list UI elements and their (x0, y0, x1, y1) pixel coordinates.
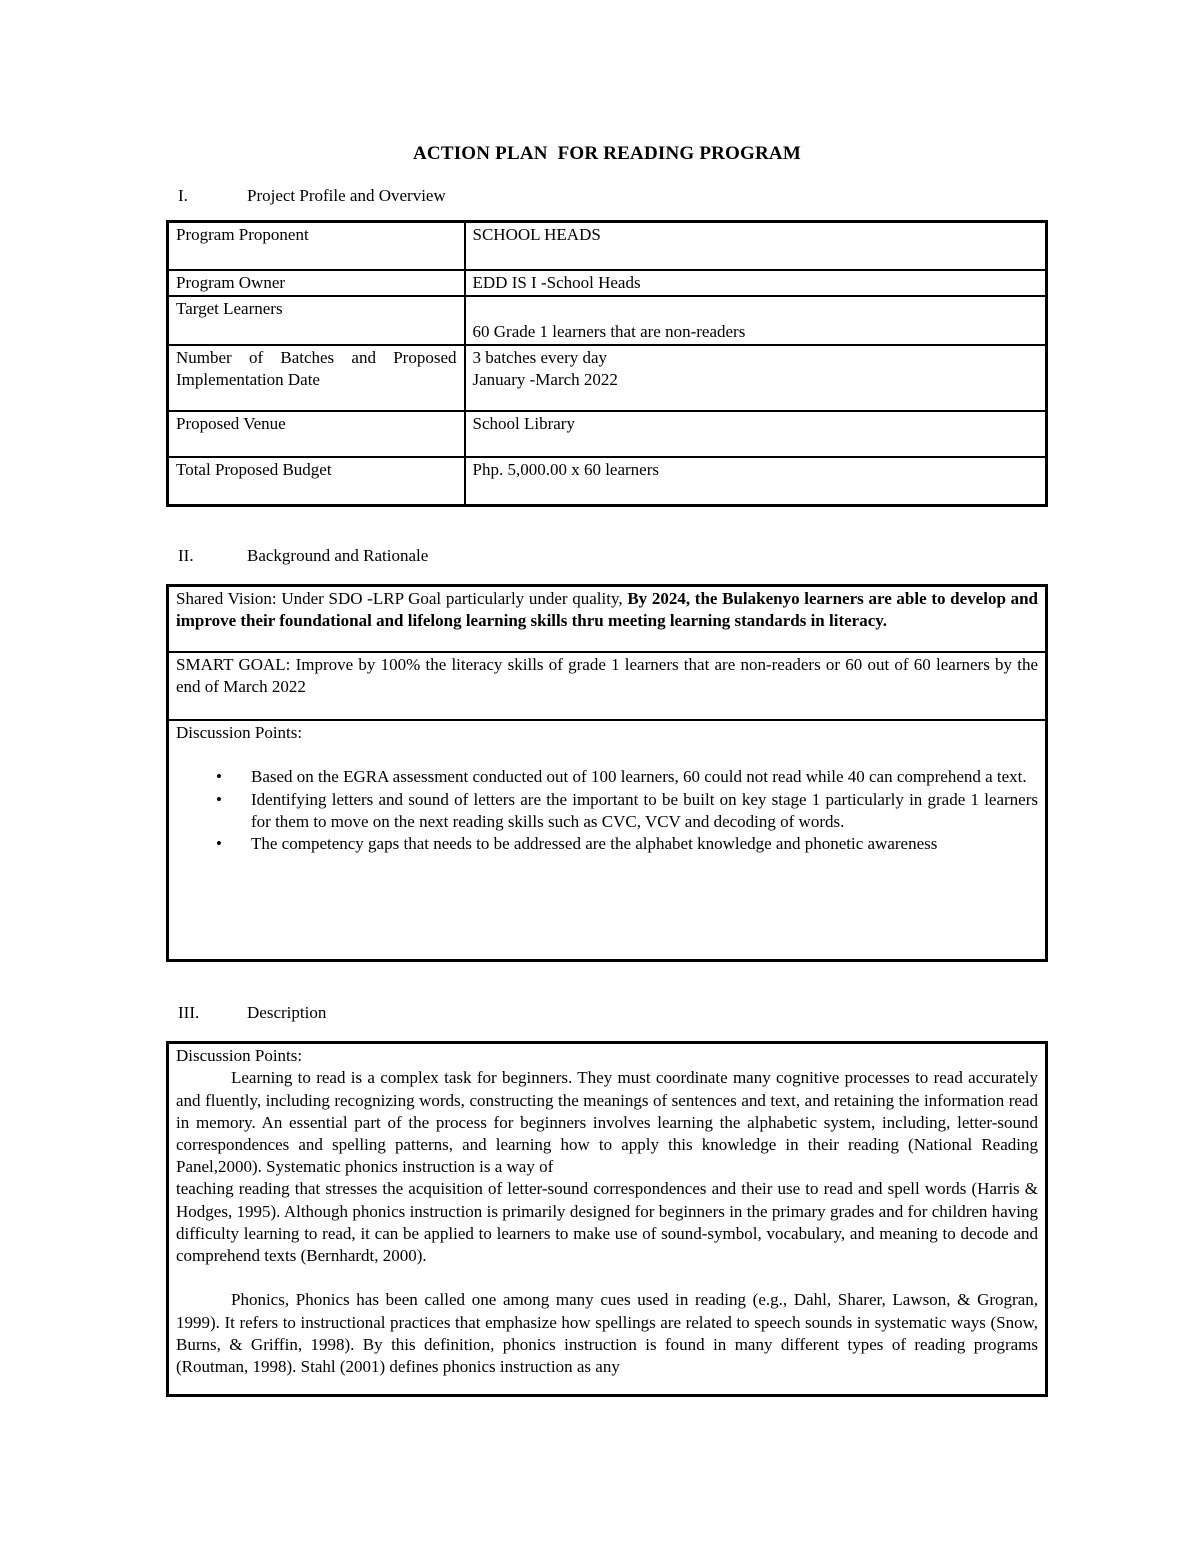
row-value (465, 296, 1047, 344)
shared-vision-bold-text: By 2024, the Bulakenyo learners are able to develop and improve their foundational and lifelong learning skills thru meeting learning standards in literacy. (176, 589, 1039, 631)
table-row-proposed-venue (168, 411, 1047, 457)
row-label: Number of Batches and Proposed Implementation Date (168, 345, 465, 411)
shared-vision-normal-text: Shared Vision: Under SDO -LRP Goal particularly under quality, (176, 589, 628, 608)
bullet-list (176, 766, 1038, 855)
row-label: Target Learners (168, 296, 465, 344)
discussion-points-label: Discussion Points: (176, 723, 303, 742)
description-table (166, 1041, 1048, 1397)
table-row-target-learners (168, 296, 1047, 344)
bullet-item: • Based on the EGRA assessment conducted out of 100 learners, 60 could not read while 40 can comprehend a text. (216, 766, 1038, 788)
table-row-total-budget (168, 457, 1047, 506)
row-label: Total Proposed Budget (168, 457, 465, 506)
section-heading-project-profile (166, 185, 1048, 207)
description-cell (168, 1043, 1047, 1396)
profile-table (166, 220, 1048, 507)
section-heading-description (166, 1002, 1048, 1024)
document-title: ACTION PLAN FOR READING PROGRAM (413, 143, 801, 164)
section-numeral: III. (178, 1003, 200, 1022)
description-paragraph-1a: Learning to read is a complex task for beginners. They must coordinate many cognitive processes to read accurately and fluently, including recognizing words, constructing the meanings of sentences and text, and retaining the information read in memory. An essential part of the process for beginners involves learning the alphabetic system, including, letter-sound correspondences and spelling patterns, and learning how to apply this knowledge in their reading (National Reading Panel,2000). Systematic phonics instruction is a way of (176, 1068, 1038, 1177)
row-value-line2: January -March 2022 (472, 370, 618, 389)
row-label: Program Proponent (168, 222, 465, 271)
row-value: School Library (465, 411, 1047, 457)
row-label: Program Owner (168, 270, 465, 296)
background-discussion-cell (168, 720, 1047, 961)
bullet-item: • Identifying letters and sound of letters are the important to be built on key stage 1 particularly in grade 1 learners for them to move on the next reading skills such as CVC, VCV and decoding of words. (216, 789, 1038, 833)
row-value-line1: 3 batches every day (472, 347, 608, 367)
shared-vision-cell (168, 586, 1047, 653)
discussion-points-label: Discussion Points: (176, 1046, 303, 1066)
section-numeral: I. (178, 186, 188, 205)
row-label: Proposed Venue (168, 411, 465, 457)
table-row-batches-date (168, 345, 1047, 411)
row-value: Php. 5,000.00 x 60 learners (465, 457, 1047, 506)
table-row-program-owner (168, 270, 1047, 296)
row-value (465, 345, 1047, 411)
section-numeral: II. (178, 545, 194, 565)
shared-vision-row (168, 586, 1047, 653)
smart-goal-cell: SMART GOAL: Improve by 100% the literacy skills of grade 1 learners that are non-readers or 60 out of 60 learners by the end of March 2022 (168, 652, 1047, 720)
document-content (166, 143, 1048, 1397)
smart-goal-row (168, 652, 1047, 720)
description-paragraph-2: Phonics, Phonics has been called one among many cues used in reading (e.g., Dahl, Sharer, Lawson, & Grogran, 1999). It refers to instructional practices that emphasize how spellings are related to speech sounds in systematic ways (Snow, Burns, & Griffin, 1998). By this definition, phonics instruction is found in many different types of reading programs (Routman, 1998). Stahl (2001) defines phonics instruction as any (176, 1290, 1038, 1377)
row-value-text: 60 Grade 1 learners that are non-readers (472, 321, 746, 341)
blank-line (176, 1267, 1038, 1289)
bullet-item: • The competency gaps that needs to be addressed are the alphabet knowledge and phonetic awareness (216, 833, 1038, 855)
table-row-program-proponent (168, 222, 1047, 271)
section-label: Project Profile and Overview (247, 186, 446, 205)
row-value: SCHOOL HEADS (465, 222, 1047, 271)
row-value: EDD IS I -School Heads (465, 270, 1047, 296)
description-paragraph-1b: teaching reading that stresses the acquisition of letter-sound correspondences and their use to read and spell words (Harris & Hodges, 1995). Although phonics instruction is primarily designed for beginners in the primary grades and for children having difficulty learning to read, it can be applied to learners to make use of sound-symbol, vocabulary, and meaning to decode and comprehend texts (Bernhardt, 2000). (176, 1179, 1038, 1266)
description-row (168, 1043, 1047, 1396)
background-table (166, 584, 1048, 962)
background-discussion-row (168, 720, 1047, 961)
section-label: Background and Rationale (247, 545, 429, 565)
section-heading-background (166, 545, 1048, 567)
section-label: Description (247, 1003, 327, 1022)
